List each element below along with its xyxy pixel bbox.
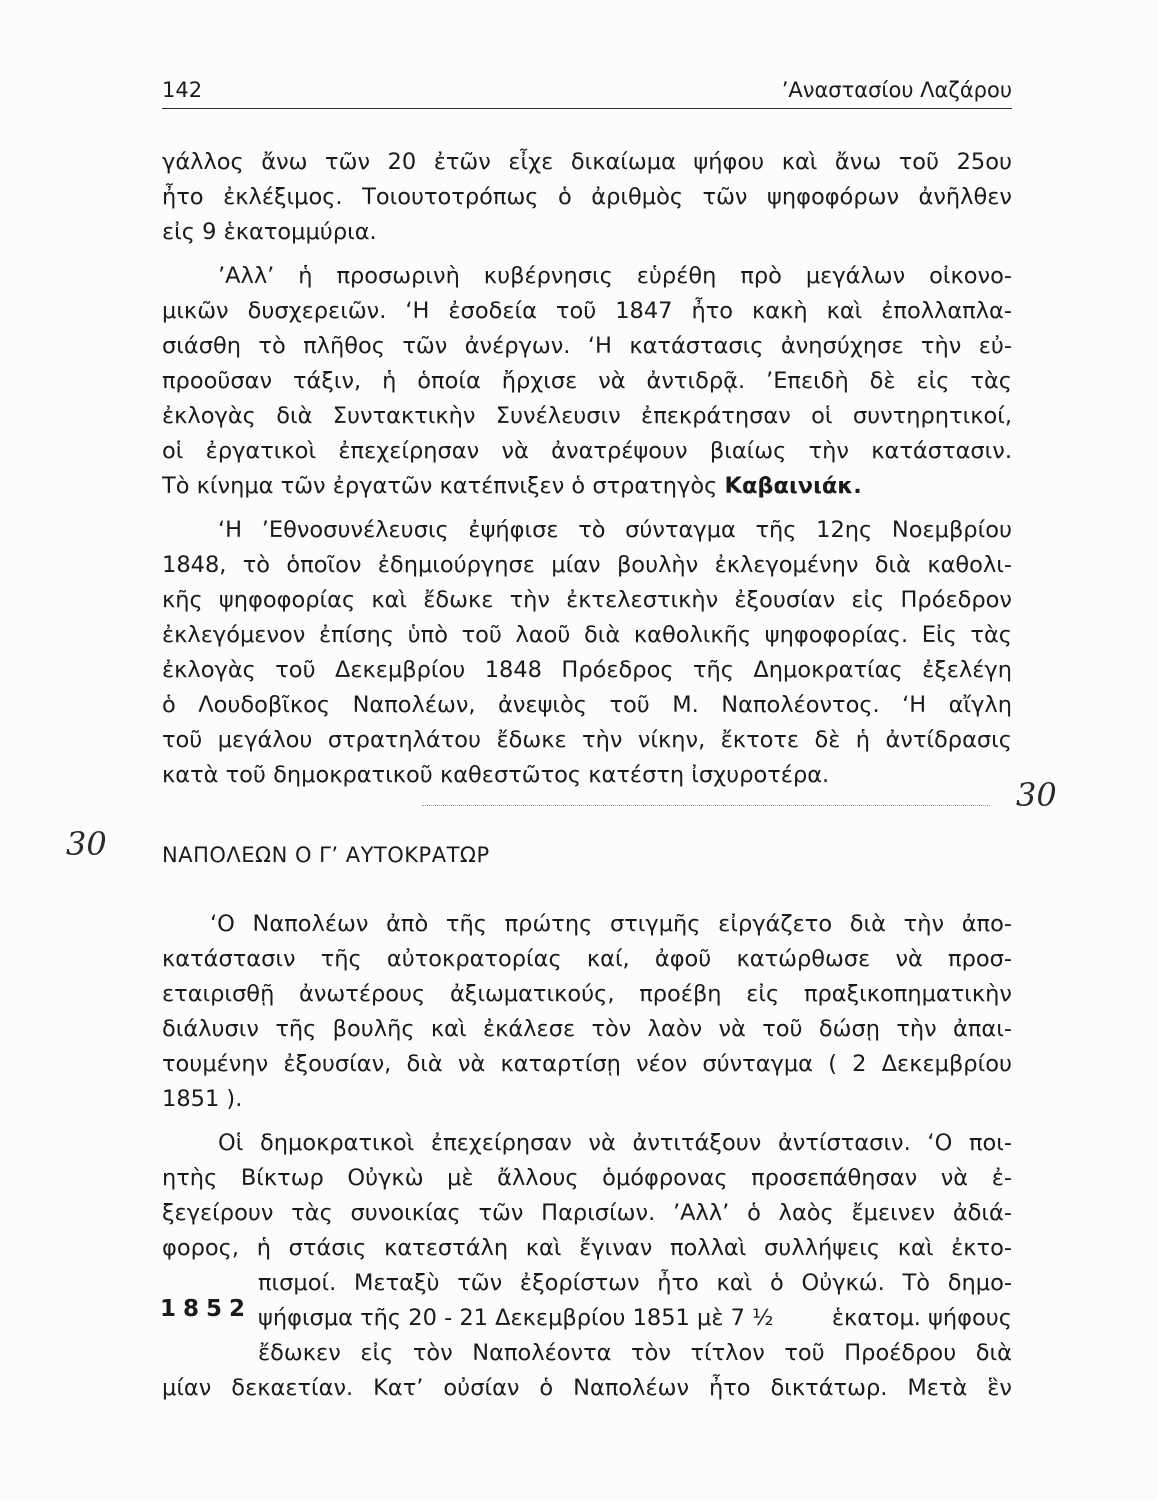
text-line: διάλυσιν τῆς βουλῆς καὶ ἐκάλεσε τὸν λαὸν νὰ τοῦ δώσῃ τὴν ἀπαι- (162, 1016, 1012, 1042)
handwritten-number-left: 30 (66, 825, 107, 863)
text-line: ἐκλογὰς διὰ Συντακτικὴν Συνέλευσιν ἐπεκράτησαν οἱ συντηρητικοί, (162, 403, 1012, 429)
text-line: ‘Ο Ναπολέων ἀπὸ τῆς πρώτης στιγμῆς εἰργάζετο διὰ τὴν ἀπο- (210, 911, 1012, 937)
text-line: ὁ Λουδοβῖκος Ναπολέων, ἀνεψιὸς τοῦ Μ. Ναπολέοντος. ‘Η αἴγλη (162, 692, 1012, 718)
text-fragment (258, 1302, 773, 1334)
text-line: ‘Η ’Εθνοσυνέλευσις ἐψήφισε τὸ σύνταγμα τῆς 12ης Νοεμβρίου (218, 517, 1012, 543)
text-line: κατάστασιν τῆς αὐτοκρατορίας καί, ἀφοῦ κατώρθωσε νὰ προσ- (162, 946, 1012, 972)
text-fragment-end: ἑκατομ. ψήφους (831, 1305, 1012, 1331)
text-line: ἦτο ἐκλέξιμος. Τοιουτοτρόπως ὁ ἀριθμὸς τῶν ψηφοφόρων ἀνῆλθεν (162, 184, 1012, 210)
text-line: ξεγείρουν τὰς συνοικίας τῶν Παρισίων. ’Αλλ’ ὁ λαὸς ἔμεινεν ἀδιά- (162, 1200, 1012, 1226)
fraction-glyph: ½ (752, 1306, 774, 1331)
text-line: κῆς ψηφοφορίας καὶ ἔδωκε τὴν ἐκτελεστικὴν ἐξουσίαν εἰς Πρόεδρον (162, 587, 1012, 613)
page-header (162, 74, 1012, 109)
handwritten-number-right: 30 (1016, 776, 1057, 814)
text-line: φορος, ἡ στάσις κατεστάλη καὶ ἔγιναν πολλαὶ συλλήψεις καὶ ἐκτο- (162, 1235, 1012, 1261)
bold-name: Καβαινιάκ. (724, 473, 862, 499)
text-line: οἱ ἐργατικοὶ ἐπεχείρησαν νὰ ἀνατρέψουν βιαίως τὴν κατάστασιν. (162, 438, 1012, 464)
text-line: ἐκλεγόμενον ἐπίσης ὑπὸ τοῦ λαοῦ διὰ καθολικῆς ψηφοφορίας. Εἰς τὰς (162, 622, 1012, 648)
text-line: εἰς 9 ἑκατομμύρια. (162, 219, 377, 245)
text-line: 1848, τὸ ὁποῖον ἐδημιούργησε μίαν βουλὴν ἐκλεγομένην διὰ καθολι- (162, 552, 1012, 578)
text-line: μικῶν δυσχερειῶν. ‘Η ἐσοδεία τοῦ 1847 ἦτο κακὴ καὶ ἐπολλαπλα- (162, 298, 1012, 324)
text-line: ητὴς Βίκτωρ Οὐγκὼ μὲ ἄλλους ὁμόφρονας προσεπάθησαν νὰ ἐ- (162, 1165, 1012, 1191)
text-line (162, 470, 1012, 502)
text-fragment-start: ψήφισμα τῆς 20 - 21 Δεκεμβρίου 1851 μὲ 7 (258, 1305, 745, 1331)
page-number: 142 (162, 78, 203, 102)
text-line: ’Αλλ’ ἡ προσωρινὴ κυβέρνησις εὑρέθη πρὸ μεγάλων οἰκονο- (218, 263, 1012, 289)
text-line: γάλλος ἄνω τῶν 20 ἐτῶν εἶχε δικαίωμα ψήφου καὶ ἄνω τοῦ 25ου (162, 149, 1012, 175)
section-heading: ΝΑΠΟΛΕΩΝ Ο Γ’ ΑΥΤΟΚΡΑΤΩΡ (162, 843, 490, 867)
text-line (258, 1302, 1012, 1334)
text-line: Οἱ δημοκρατικοὶ ἐπεχείρησαν νὰ ἀντιτάξουν ἀντίστασιν. ‘Ο ποι- (218, 1130, 1012, 1156)
text-line: κατὰ τοῦ δημοκρατικοῦ καθεστῶτος κατέστη ἰσχυροτέρα. (162, 762, 830, 788)
text-fragment: Τὸ κίνημα τῶν ἐργατῶν κατέπνιξεν ὁ στρατηγὸς (162, 473, 718, 499)
text-line: εταιρισθῇ ἀνωτέρους ἀξιωματικούς, προέβη εἰς πραξικοπηματικὴν (162, 981, 1012, 1007)
text-line: μίαν δεκαετίαν. Κατ’ οὐσίαν ὁ Ναπολέων ἦτο δικτάτωρ. Μετὰ ἓν (162, 1375, 1012, 1401)
dotted-divider (422, 805, 990, 806)
margin-year: 1852 (160, 1296, 253, 1322)
text-line: σιάσθη τὸ πλῆθος τῶν ἀνέργων. ‘Η κατάστασις ἀνησύχησε τὴν εὐ- (162, 333, 1012, 359)
running-head: ’Αναστασίου Λαζάρου (781, 78, 1012, 102)
text-line: τουμένην ἐξουσίαν, διὰ νὰ καταρτίσῃ νέον σύνταγμα ( 2 Δεκεμβρίου (162, 1051, 1012, 1077)
text-line: ἐκλογὰς τοῦ Δεκεμβρίου 1848 Πρόεδρος τῆς Δημοκρατίας ἐξελέγη (162, 657, 1012, 683)
text-line: προοῦσαν τάξιν, ἡ ὁποία ἤρχισε νὰ ἀντιδρᾷ. ’Επειδὴ δὲ εἰς τὰς (162, 368, 1012, 394)
text-line: ἔδωκεν εἰς τὸν Ναπολέοντα τὸν τίτλον τοῦ Προέδρου διὰ (258, 1340, 1012, 1366)
text-line: 1851 ). (162, 1086, 243, 1112)
text-line: τοῦ μεγάλου στρατηλάτου ἔδωκε τὴν νίκην, ἔκτοτε δὲ ἡ ἀντίδρασις (162, 727, 1012, 753)
text-line: πισμοί. Μεταξὺ τῶν ἐξορίστων ἦτο καὶ ὁ Οὐγκώ. Τὸ δημο- (258, 1270, 1012, 1296)
